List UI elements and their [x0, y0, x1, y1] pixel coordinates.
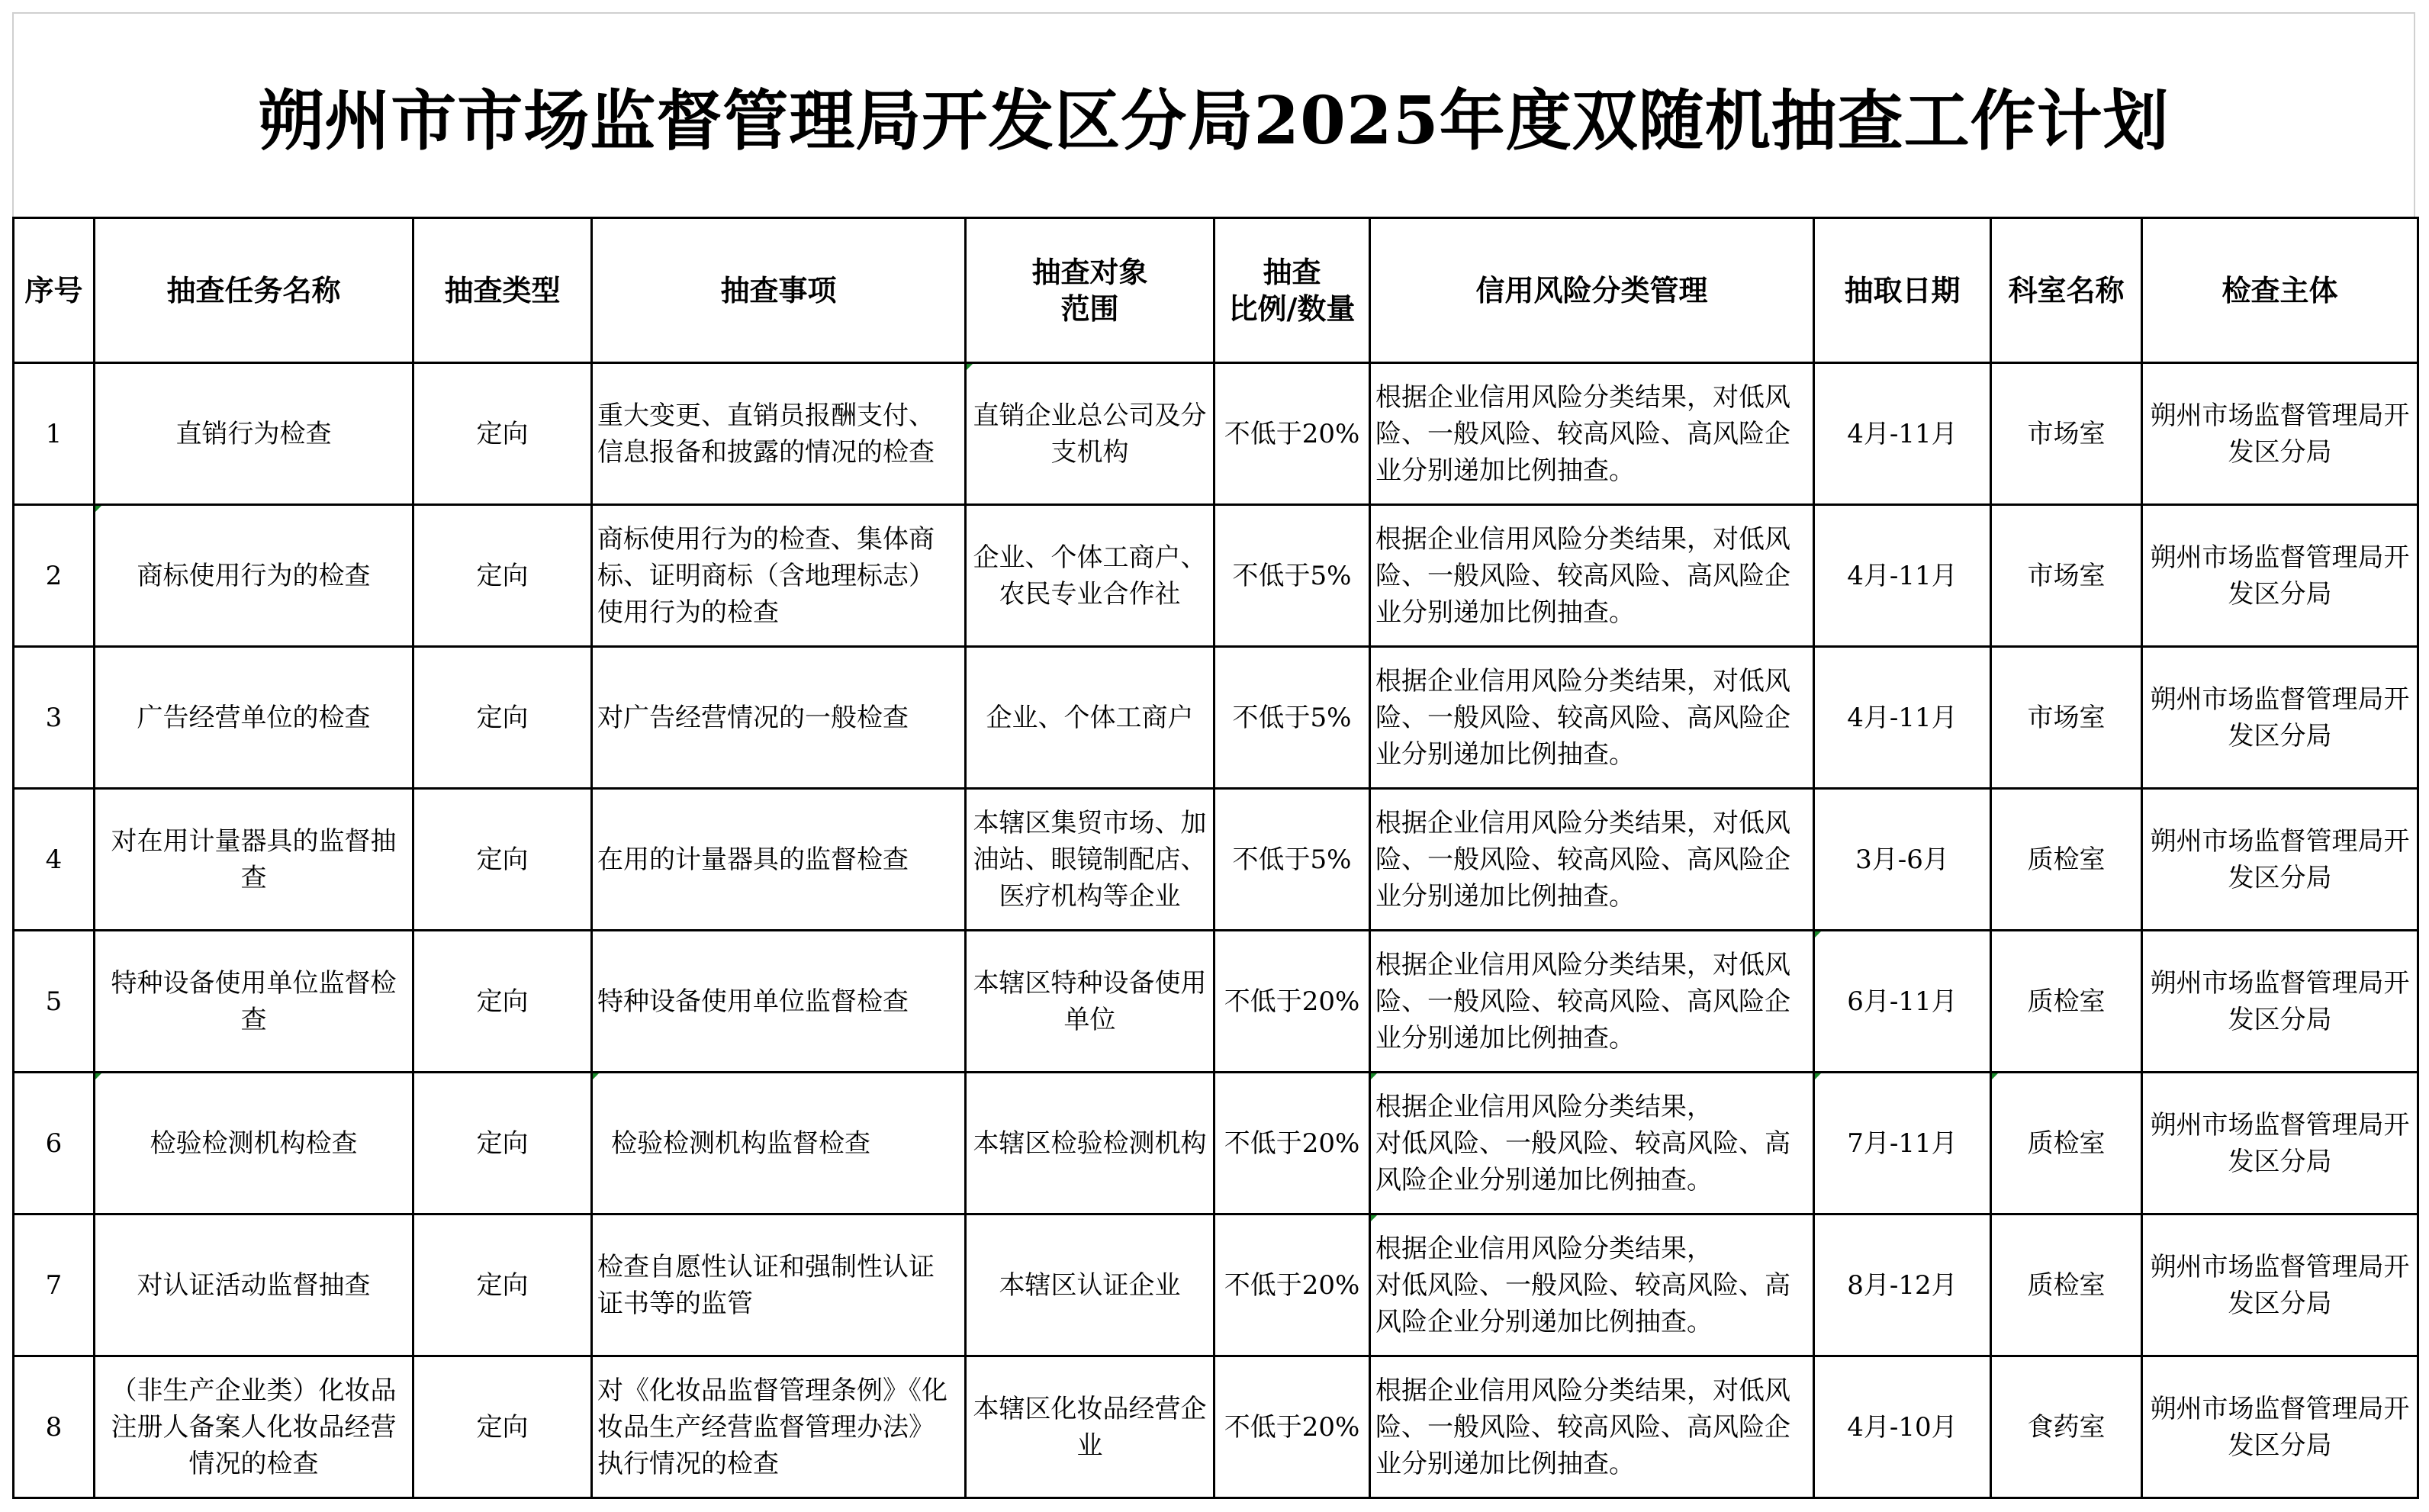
cell-scope[interactable]: 本辖区集贸市场、加油站、眼镜制配店、医疗机构等企业	[966, 789, 1214, 931]
cell-task[interactable]: （非生产企业类）化妆品注册人备案人化妆品经营情况的检查	[95, 1356, 413, 1498]
cell-date[interactable]: 6月-11月	[1814, 931, 1991, 1073]
header-ratio-line2: 比例/数量	[1228, 291, 1356, 326]
cell-type[interactable]: 定向	[413, 1073, 592, 1214]
cell-subject[interactable]: 朔州市场监督管理局开发区分局	[2142, 505, 2418, 647]
cell-task[interactable]: 广告经营单位的检查	[95, 647, 413, 789]
header-scope-line2: 范围	[1060, 291, 1119, 326]
cell-type[interactable]: 定向	[413, 931, 592, 1073]
table-row	[14, 789, 2418, 931]
table-row	[14, 931, 2418, 1073]
cell-ratio[interactable]: 不低于20%	[1214, 1356, 1370, 1498]
cell-credit-line2: 对低风险、一般风险、较高风险、高风险企业分别递加比例抽查。	[1375, 1128, 1790, 1195]
table-row	[14, 1073, 2418, 1214]
plan-table	[12, 217, 2419, 1499]
cell-seq[interactable]: 8	[14, 1356, 95, 1498]
cell-credit[interactable]: 根据企业信用风险分类结果，对低风险、一般风险、较高风险、高风险企业分别递加比例抽查。	[1370, 789, 1814, 931]
cell-subject[interactable]: 朔州市场监督管理局开发区分局	[2142, 1356, 2418, 1498]
cell-ratio[interactable]: 不低于5%	[1214, 505, 1370, 647]
cell-type[interactable]: 定向	[413, 363, 592, 505]
cell-scope[interactable]: 本辖区特种设备使用单位	[966, 931, 1214, 1073]
header-ratio[interactable]	[1214, 218, 1370, 363]
cell-task[interactable]: 对在用计量器具的监督抽查	[95, 789, 413, 931]
cell-date[interactable]: 7月-11月	[1814, 1073, 1991, 1214]
cell-task[interactable]: 检验检测机构检查	[95, 1073, 413, 1214]
cell-office[interactable]: 质检室	[1991, 931, 2142, 1073]
cell-credit[interactable]: 根据企业信用风险分类结果，对低风险、一般风险、较高风险、高风险企业分别递加比例抽查。	[1370, 931, 1814, 1073]
header-office[interactable]: 科室名称	[1991, 218, 2142, 363]
header-task[interactable]: 抽查任务名称	[95, 218, 413, 363]
cell-items[interactable]: 特种设备使用单位监督检查	[592, 931, 966, 1073]
cell-office[interactable]: 质检室	[1991, 1073, 2142, 1214]
header-scope-line1: 抽查对象	[1031, 254, 1148, 289]
cell-items[interactable]: 对《化妆品监督管理条例》《化妆品生产经营监督管理办法》执行情况的检查	[592, 1356, 966, 1498]
cell-date[interactable]: 4月-10月	[1814, 1356, 1991, 1498]
cell-office[interactable]: 市场室	[1991, 647, 2142, 789]
cell-type[interactable]: 定向	[413, 647, 592, 789]
cell-subject[interactable]: 朔州市场监督管理局开发区分局	[2142, 931, 2418, 1073]
cell-task[interactable]: 商标使用行为的检查	[95, 505, 413, 647]
cell-credit-line1: 根据企业信用风险分类结果，	[1375, 1091, 1713, 1122]
cell-task[interactable]: 对认证活动监督抽查	[95, 1214, 413, 1356]
cell-date[interactable]: 4月-11月	[1814, 505, 1991, 647]
cell-task[interactable]: 特种设备使用单位监督检查	[95, 931, 413, 1073]
table-row	[14, 505, 2418, 647]
cell-ratio[interactable]: 不低于5%	[1214, 647, 1370, 789]
cell-scope[interactable]: 本辖区检验检测机构	[966, 1073, 1214, 1214]
cell-ratio[interactable]: 不低于20%	[1214, 363, 1370, 505]
cell-ratio[interactable]: 不低于5%	[1214, 789, 1370, 931]
cell-subject[interactable]: 朔州市场监督管理局开发区分局	[2142, 647, 2418, 789]
cell-subject[interactable]: 朔州市场监督管理局开发区分局	[2142, 1073, 2418, 1214]
header-credit[interactable]: 信用风险分类管理	[1370, 218, 1814, 363]
cell-items[interactable]: 对广告经营情况的一般检查	[592, 647, 966, 789]
cell-date[interactable]: 3月-6月	[1814, 789, 1991, 931]
cell-scope[interactable]: 直销企业总公司及分支机构	[966, 363, 1214, 505]
cell-office[interactable]: 市场室	[1991, 363, 2142, 505]
cell-ratio[interactable]: 不低于20%	[1214, 1214, 1370, 1356]
cell-seq[interactable]: 5	[14, 931, 95, 1073]
title-cell[interactable]	[12, 12, 2415, 217]
cell-type[interactable]: 定向	[413, 1356, 592, 1498]
cell-credit[interactable]	[1370, 1073, 1814, 1214]
header-row	[14, 218, 2418, 363]
page-title: 朔州市市场监督管理局开发区分局2025年度双随机抽查工作计划	[258, 82, 2170, 159]
table-row	[14, 647, 2418, 789]
header-type[interactable]: 抽查类型	[413, 218, 592, 363]
header-seq[interactable]: 序号	[14, 218, 95, 363]
cell-office[interactable]: 质检室	[1991, 1214, 2142, 1356]
cell-type[interactable]: 定向	[413, 1214, 592, 1356]
cell-scope[interactable]: 企业、个体工商户、农民专业合作社	[966, 505, 1214, 647]
cell-credit[interactable]: 根据企业信用风险分类结果，对低风险、一般风险、较高风险、高风险企业分别递加比例抽查。	[1370, 1356, 1814, 1498]
cell-seq[interactable]: 1	[14, 363, 95, 505]
cell-seq[interactable]: 6	[14, 1073, 95, 1214]
table-row	[14, 363, 2418, 505]
cell-office[interactable]: 市场室	[1991, 505, 2142, 647]
cell-office[interactable]: 质检室	[1991, 789, 2142, 931]
cell-credit[interactable]: 根据企业信用风险分类结果，对低风险、一般风险、较高风险、高风险企业分别递加比例抽查。	[1370, 363, 1814, 505]
cell-subject[interactable]: 朔州市场监督管理局开发区分局	[2142, 363, 2418, 505]
header-scope[interactable]	[966, 218, 1214, 363]
header-date[interactable]: 抽取日期	[1814, 218, 1991, 363]
cell-subject[interactable]: 朔州市场监督管理局开发区分局	[2142, 1214, 2418, 1356]
cell-date[interactable]: 4月-11月	[1814, 647, 1991, 789]
cell-items[interactable]: 检验检测机构监督检查	[592, 1073, 966, 1214]
cell-credit-line2: 对低风险、一般风险、较高风险、高风险企业分别递加比例抽查。	[1375, 1269, 1790, 1337]
cell-type[interactable]: 定向	[413, 505, 592, 647]
cell-type[interactable]: 定向	[413, 789, 592, 931]
cell-office[interactable]: 食药室	[1991, 1356, 2142, 1498]
cell-ratio[interactable]: 不低于20%	[1214, 931, 1370, 1073]
cell-subject[interactable]: 朔州市场监督管理局开发区分局	[2142, 789, 2418, 931]
cell-credit[interactable]	[1370, 1214, 1814, 1356]
cell-task[interactable]: 直销行为检查	[95, 363, 413, 505]
cell-date[interactable]: 4月-11月	[1814, 363, 1991, 505]
header-items[interactable]: 抽查事项	[592, 218, 966, 363]
cell-credit[interactable]: 根据企业信用风险分类结果，对低风险、一般风险、较高风险、高风险企业分别递加比例抽查。	[1370, 647, 1814, 789]
cell-seq[interactable]: 3	[14, 647, 95, 789]
cell-scope[interactable]: 本辖区化妆品经营企业	[966, 1356, 1214, 1498]
cell-items[interactable]: 检查自愿性认证和强制性认证证书等的监管	[592, 1214, 966, 1356]
cell-seq[interactable]: 2	[14, 505, 95, 647]
cell-seq[interactable]: 7	[14, 1214, 95, 1356]
header-subject[interactable]: 检查主体	[2142, 218, 2418, 363]
cell-scope[interactable]: 企业、个体工商户	[966, 647, 1214, 789]
cell-date[interactable]: 8月-12月	[1814, 1214, 1991, 1356]
cell-credit-line1: 根据企业信用风险分类结果，	[1375, 1233, 1713, 1264]
cell-credit[interactable]: 根据企业信用风险分类结果，对低风险、一般风险、较高风险、高风险企业分别递加比例抽查。	[1370, 505, 1814, 647]
cell-items[interactable]: 在用的计量器具的监督检查	[592, 789, 966, 931]
cell-ratio[interactable]: 不低于20%	[1214, 1073, 1370, 1214]
table-row	[14, 1356, 2418, 1498]
cell-items[interactable]: 重大变更、直销员报酬支付、信息报备和披露的情况的检查	[592, 363, 966, 505]
cell-items[interactable]: 商标使用行为的检查、集体商标、证明商标（含地理标志）使用行为的检查	[592, 505, 966, 647]
header-ratio-line1: 抽查	[1263, 254, 1321, 289]
cell-seq[interactable]: 4	[14, 789, 95, 931]
cell-scope[interactable]: 本辖区认证企业	[966, 1214, 1214, 1356]
table-row	[14, 1214, 2418, 1356]
spreadsheet-sheet	[12, 12, 2417, 1503]
